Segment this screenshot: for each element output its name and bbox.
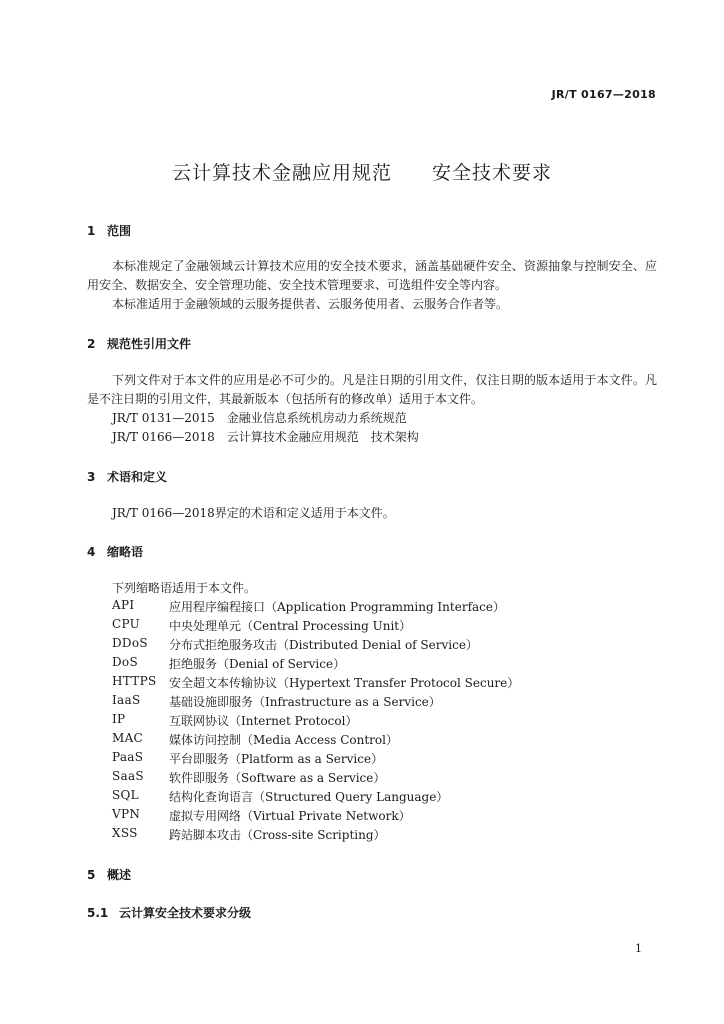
abbreviation-term: DoS bbox=[112, 655, 138, 669]
section-1-paragraph-1: 本标准规定了金融领域云计算技术应用的安全技术要求，涵盖基础硬件安全、资源抽象与控制安全、应用安全、数据安全、安全管理功能、安全技术管理要求、可选组件安全等内容。 bbox=[87, 259, 657, 292]
abbreviation-row bbox=[112, 598, 519, 617]
abbreviation-definition: 中央处理单元（Central Processing Unit） bbox=[169, 619, 412, 633]
abbreviation-row bbox=[112, 769, 519, 788]
abbreviation-term: IaaS bbox=[112, 693, 141, 707]
standard-number: JR/T 0167—2018 bbox=[551, 88, 656, 101]
abbreviation-term: API bbox=[112, 598, 135, 612]
section-1-paragraph-2: 本标准适用于金融领域的云服务提供者、云服务使用者、云服务合作者等。 bbox=[112, 297, 509, 311]
abbreviation-definition: 基础设施即服务（Infrastructure as a Service） bbox=[169, 695, 441, 709]
abbreviation-term: MAC bbox=[112, 731, 144, 745]
abbreviation-row bbox=[112, 712, 519, 731]
abbreviation-row bbox=[112, 826, 519, 845]
section-2-heading bbox=[87, 335, 191, 352]
abbreviation-row bbox=[112, 731, 519, 750]
section-5-heading bbox=[87, 866, 131, 883]
section-5-number: 5 bbox=[87, 868, 96, 882]
section-4-number: 4 bbox=[87, 545, 96, 559]
abbreviation-definition: 互联网协议（Internet Protocol） bbox=[169, 714, 358, 728]
section-5-1-title: 云计算安全技术要求分级 bbox=[119, 906, 252, 920]
abbreviation-definition: 跨站脚本攻击（Cross-site Scripting） bbox=[169, 828, 386, 842]
abbreviation-row bbox=[112, 788, 519, 807]
abbreviation-term: CPU bbox=[112, 617, 141, 631]
section-5-1-heading bbox=[87, 904, 251, 921]
abbreviation-term: IP bbox=[112, 712, 126, 726]
abbreviation-definition: 媒体访问控制（Media Access Control） bbox=[169, 733, 398, 747]
abbreviation-term: PaaS bbox=[112, 750, 144, 764]
document-title: 云计算技术金融应用规范 安全技术要求 bbox=[171, 162, 552, 184]
abbreviation-definition: 应用程序编程接口（Application Programming Interface） bbox=[169, 600, 505, 614]
section-3-number: 3 bbox=[87, 470, 96, 484]
section-3-heading bbox=[87, 468, 167, 485]
abbreviation-definition: 虚拟专用网络（Virtual Private Network） bbox=[169, 809, 411, 823]
section-5-title: 概述 bbox=[107, 868, 132, 882]
abbreviation-term: SQL bbox=[112, 788, 139, 802]
abbreviation-row bbox=[112, 674, 519, 693]
abbreviation-definition: 安全超文本传输协议（Hypertext Transfer Protocol Secure） bbox=[169, 676, 520, 690]
section-5-1-number: 5.1 bbox=[87, 906, 109, 920]
page-number: 1 bbox=[635, 942, 642, 955]
abbreviation-row bbox=[112, 807, 519, 826]
abbreviation-term: SaaS bbox=[112, 769, 144, 783]
abbreviation-term: XSS bbox=[112, 826, 138, 840]
abbreviation-definition: 分布式拒绝服务攻击（Distributed Denial of Service） bbox=[169, 638, 478, 652]
section-2-title: 规范性引用文件 bbox=[107, 337, 192, 351]
abbreviation-row bbox=[112, 693, 519, 712]
section-1-title: 范围 bbox=[107, 224, 132, 238]
section-4-title: 缩略语 bbox=[107, 545, 144, 559]
reference-item: JR/T 0131—2015 金融业信息系统机房动力系统规范 bbox=[112, 411, 407, 425]
section-4-heading bbox=[87, 543, 143, 560]
abbreviation-row bbox=[112, 750, 519, 769]
abbreviation-row bbox=[112, 636, 519, 655]
section-1-heading bbox=[87, 222, 131, 239]
section-2-paragraph-1: 下列文件对于本文件的应用是必不可少的。凡是注日期的引用文件，仅注日期的版本适用于本文件。凡是不注日期的引用文件，其最新版本（包括所有的修改单）适用于本文件。 bbox=[87, 373, 657, 406]
abbreviation-list bbox=[112, 598, 519, 845]
section-1-number: 1 bbox=[87, 224, 96, 238]
section-2-number: 2 bbox=[87, 337, 96, 351]
reference-item: JR/T 0166—2018 云计算技术金融应用规范 技术架构 bbox=[112, 430, 419, 444]
abbreviation-row bbox=[112, 617, 519, 636]
abbreviation-term: VPN bbox=[112, 807, 141, 821]
abbreviation-row bbox=[112, 655, 519, 674]
abbreviation-definition: 平台即服务（Platform as a Service） bbox=[169, 752, 384, 766]
abbreviation-term: HTTPS bbox=[112, 674, 157, 688]
section-3-paragraph-1: JR/T 0166—2018界定的术语和定义适用于本文件。 bbox=[112, 506, 395, 520]
abbreviation-term: DDoS bbox=[112, 636, 148, 650]
section-3-title: 术语和定义 bbox=[107, 470, 168, 484]
abbreviation-definition: 软件即服务（Software as a Service） bbox=[169, 771, 386, 785]
abbreviations-intro: 下列缩略语适用于本文件。 bbox=[112, 581, 257, 595]
abbreviation-definition: 结构化查询语言（Structured Query Language） bbox=[169, 790, 449, 804]
abbreviation-definition: 拒绝服务（Denial of Service） bbox=[169, 657, 346, 671]
